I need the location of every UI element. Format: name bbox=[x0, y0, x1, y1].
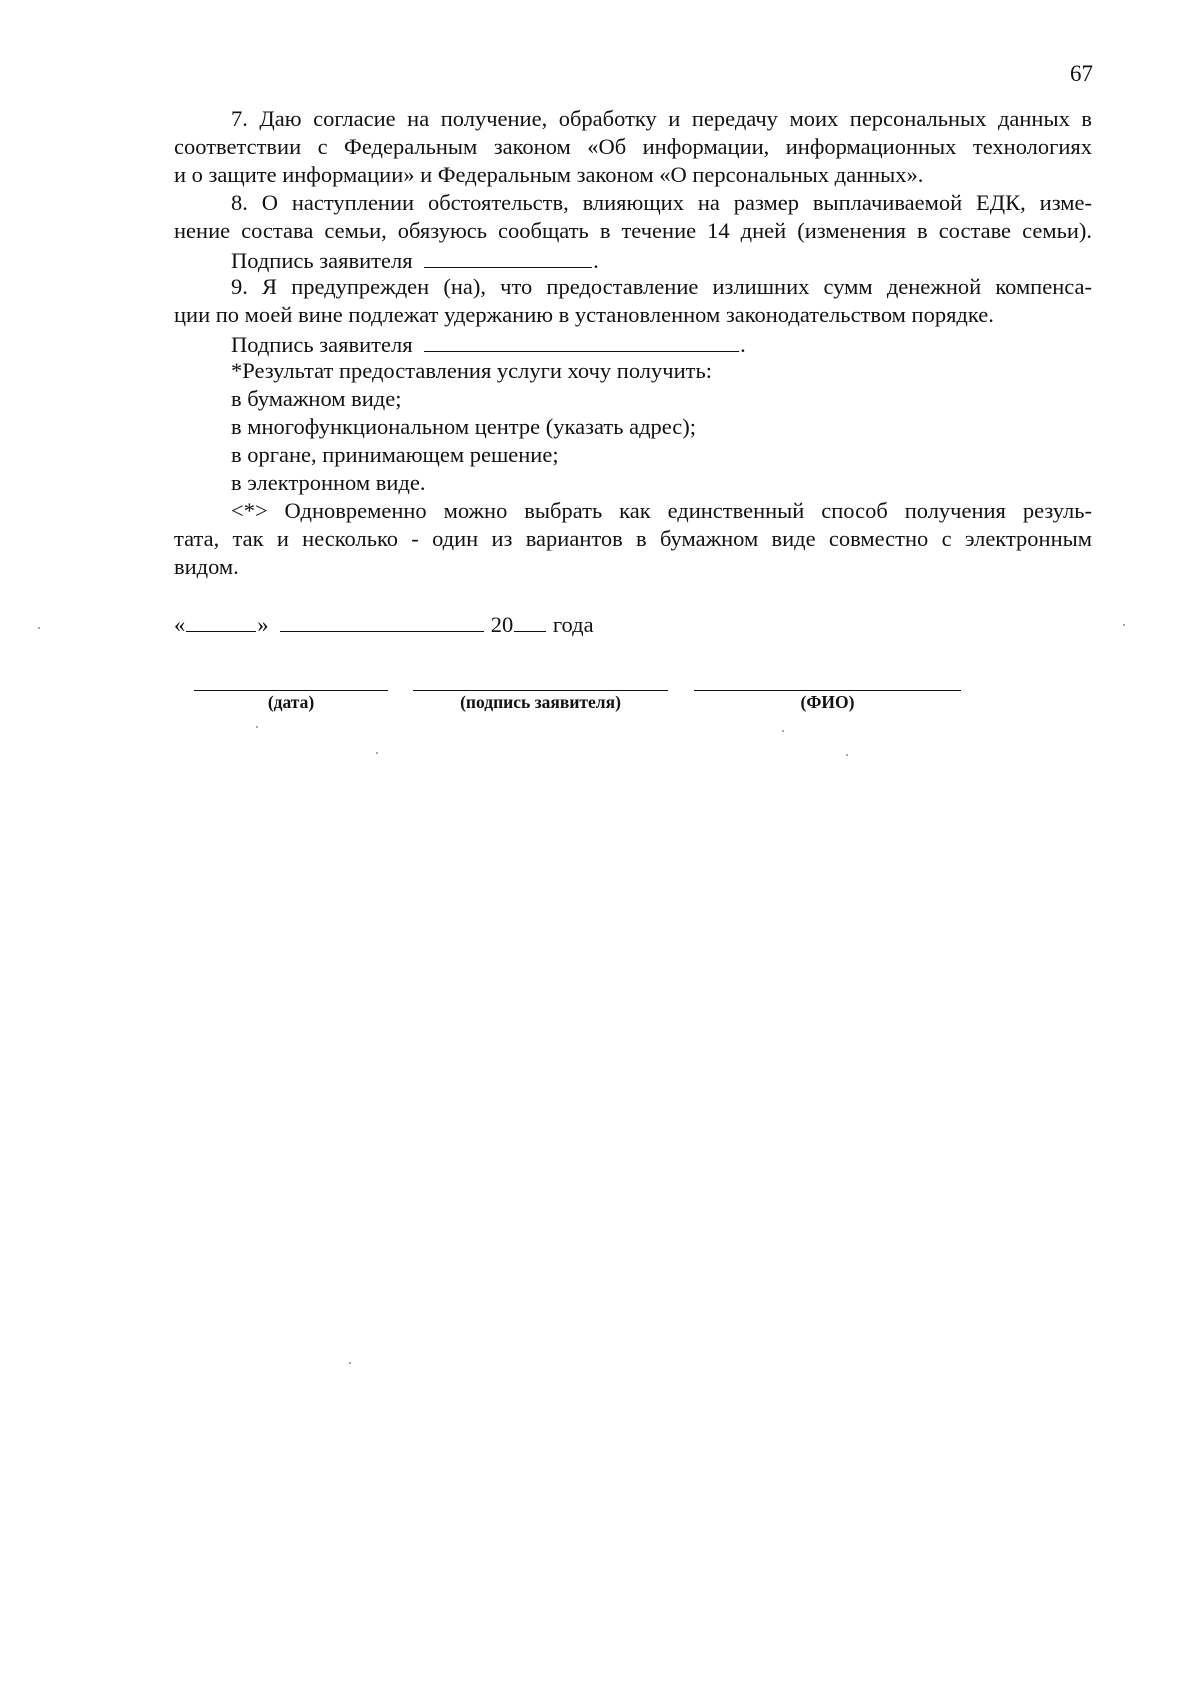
result-option-mfc: в многофункциональном центре (указать адрес); bbox=[231, 414, 697, 439]
year-field[interactable] bbox=[514, 609, 546, 632]
note-line-2: тата, так и несколько - один из вариантов в бумажном виде совместно с электронным bbox=[174, 526, 1092, 551]
scan-speck bbox=[376, 752, 378, 754]
signature-end: . bbox=[593, 248, 599, 273]
scan-speck bbox=[38, 627, 40, 629]
paragraph-8-line-1: 8. О наступлении обстоятельств, влияющих на размер выплачиваемой ЕДК, изме- bbox=[231, 190, 1092, 215]
applicant-signature-field[interactable] bbox=[424, 245, 592, 268]
full-name-line[interactable] bbox=[694, 690, 961, 691]
date-signature-line[interactable] bbox=[194, 690, 388, 691]
signature-caption: (подпись заявителя) bbox=[460, 692, 621, 712]
paragraph-7-line-2: соответствии с Федеральным законом «Об информации, информационных технологиях bbox=[174, 134, 1092, 159]
date-close-quote: » bbox=[257, 612, 269, 637]
scan-speck bbox=[349, 1362, 351, 1364]
result-heading: *Результат предоставления услуги хочу получить: bbox=[231, 358, 712, 383]
note-line-1: <*> Одновременно можно выбрать как единственный способ получения резуль- bbox=[231, 498, 1092, 523]
scan-speck bbox=[782, 730, 784, 732]
applicant-signature-2 bbox=[174, 329, 1092, 357]
scan-speck bbox=[1123, 624, 1125, 626]
date-line bbox=[174, 609, 594, 638]
result-option-authority: в органе, принимающем решение; bbox=[231, 442, 559, 467]
scan-speck bbox=[256, 726, 258, 728]
paragraph-8-line-2: нение состава семьи, обязуюсь сообщать в течение 14 дней (изменения в составе семьи). bbox=[174, 218, 1092, 243]
note-line-3: видом. bbox=[174, 554, 239, 579]
scan-speck bbox=[846, 754, 848, 756]
date-open-quote: « bbox=[174, 612, 186, 637]
page-number: 67 bbox=[1070, 61, 1093, 86]
paragraph-9-line-2: ции по моей вине подлежат удержанию в установленном законодательством порядке. bbox=[174, 302, 994, 327]
full-name-caption: (ФИО) bbox=[800, 692, 855, 712]
applicant-signature-1 bbox=[174, 245, 1092, 273]
day-field[interactable] bbox=[186, 609, 256, 632]
result-option-paper: в бумажном виде; bbox=[231, 386, 402, 411]
document-body bbox=[174, 105, 1092, 581]
applicant-signature-label: Подпись заявителя bbox=[231, 248, 413, 273]
year-suffix: года bbox=[552, 612, 594, 637]
year-prefix: 20 bbox=[490, 612, 514, 637]
month-field[interactable] bbox=[280, 609, 484, 632]
applicant-signature-label: Подпись заявителя bbox=[231, 332, 413, 357]
applicant-signature-field[interactable] bbox=[424, 329, 739, 352]
signature-end: . bbox=[740, 332, 746, 357]
paragraph-7-line-1: 7. Даю согласие на получение, обработку и передачу моих персональных данных в bbox=[231, 106, 1092, 131]
result-option-electronic: в электронном виде. bbox=[231, 470, 426, 495]
date-caption: (дата) bbox=[267, 692, 315, 712]
applicant-signature-line[interactable] bbox=[413, 690, 668, 691]
paragraph-7-line-3: и о защите информации» и Федеральным законом «О персональных данных». bbox=[174, 162, 924, 187]
paragraph-9-line-1: 9. Я предупрежден (на), что предоставление излишних сумм денежной компенса- bbox=[231, 274, 1092, 299]
